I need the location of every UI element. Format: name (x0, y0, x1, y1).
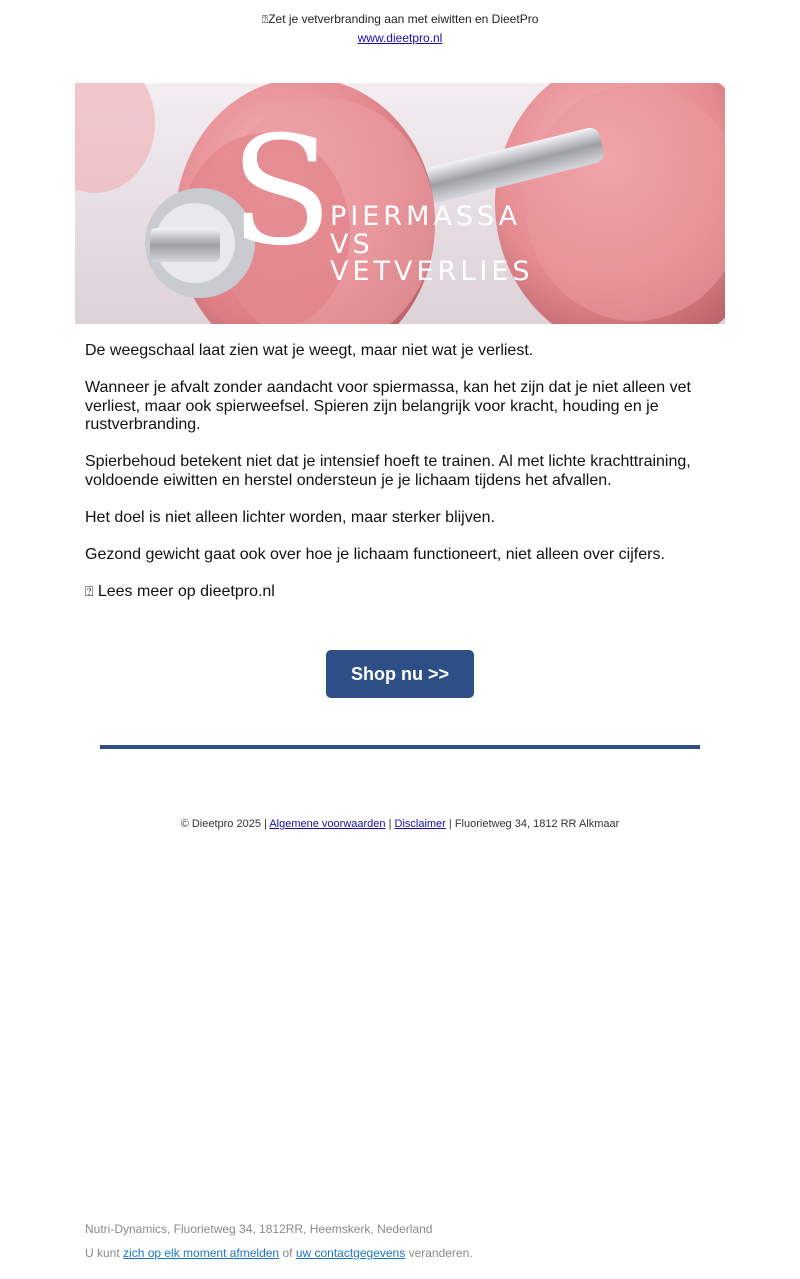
body-paragraph: Het doel is niet alleen lichter worden, maar sterker blijven. (85, 508, 495, 526)
dumbbell-illustration (75, 83, 725, 324)
hero-title-line1: PIERMASSA (330, 201, 522, 232)
copyright-text: © Dieetpro 2025 | (180, 818, 267, 830)
contact-details-link[interactable]: uw contactgegevens (295, 1246, 406, 1260)
body-paragraph: Wanneer je afvalt zonder aandacht voor spiermassa, kan het zijn dat je niet alleen vet verliest, maar ook spierweefsel. Spieren zijn belangrijk voor kracht, houding en je rustverbranding. (85, 379, 691, 433)
subscription-note (85, 1245, 735, 1261)
company-address: Nutri-Dynamics, Fluorietweg 34, 1812RR, Heemskerk, Nederland (85, 1222, 433, 1236)
legal-prefix: U kunt (85, 1246, 120, 1260)
hero-title-initial: S (230, 105, 333, 279)
body-paragraph: Spierbehoud betekent niet dat je intensief hoeft te trainen. Al met lichte krachttraining, voldoende eiwitten en herstel ondersteun je je lichaam tijdens het afvallen. (85, 453, 691, 489)
hero-title-line3: VETVERLIES (330, 256, 534, 287)
shop-now-button[interactable]: Shop nu >> (326, 650, 474, 698)
legal-middle: of (282, 1246, 293, 1260)
read-more-text[interactable]: Lees meer op dieetpro.nl (97, 582, 275, 600)
body-paragraph: De weegschaal laat zien wat je weegt, maar niet wat je verliest. (85, 342, 534, 359)
terms-link[interactable]: Algemene voorwaarden (269, 818, 386, 830)
hero-banner (75, 83, 725, 324)
website-link[interactable]: www.dieetpro.nl (357, 31, 443, 45)
disclaimer-link[interactable]: Disclaimer (394, 818, 446, 830)
read-more-line[interactable] (85, 583, 705, 602)
footer-separator: | (388, 818, 392, 830)
preheader-text: Zet je vetverbranding aan met eiwitten en DieetPro (268, 12, 539, 26)
broken-glyph-icon: ⍰ (85, 583, 94, 600)
footer-address: | Fluorietweg 34, 1812 RR Alkmaar (448, 818, 620, 830)
footer (0, 817, 800, 831)
broken-glyph-icon: ⍰ (261, 13, 269, 26)
body-paragraph: Gezond gewicht gaat ook over hoe je lichaam functioneert, niet alleen over cijfers. (85, 545, 665, 563)
divider (100, 745, 700, 749)
hero-title-line2: VS (330, 229, 374, 260)
email-body (85, 342, 705, 620)
unsubscribe-link[interactable]: zich op elk moment afmelden (123, 1246, 280, 1260)
legal-suffix: veranderen. (408, 1246, 473, 1260)
preheader (0, 10, 800, 47)
